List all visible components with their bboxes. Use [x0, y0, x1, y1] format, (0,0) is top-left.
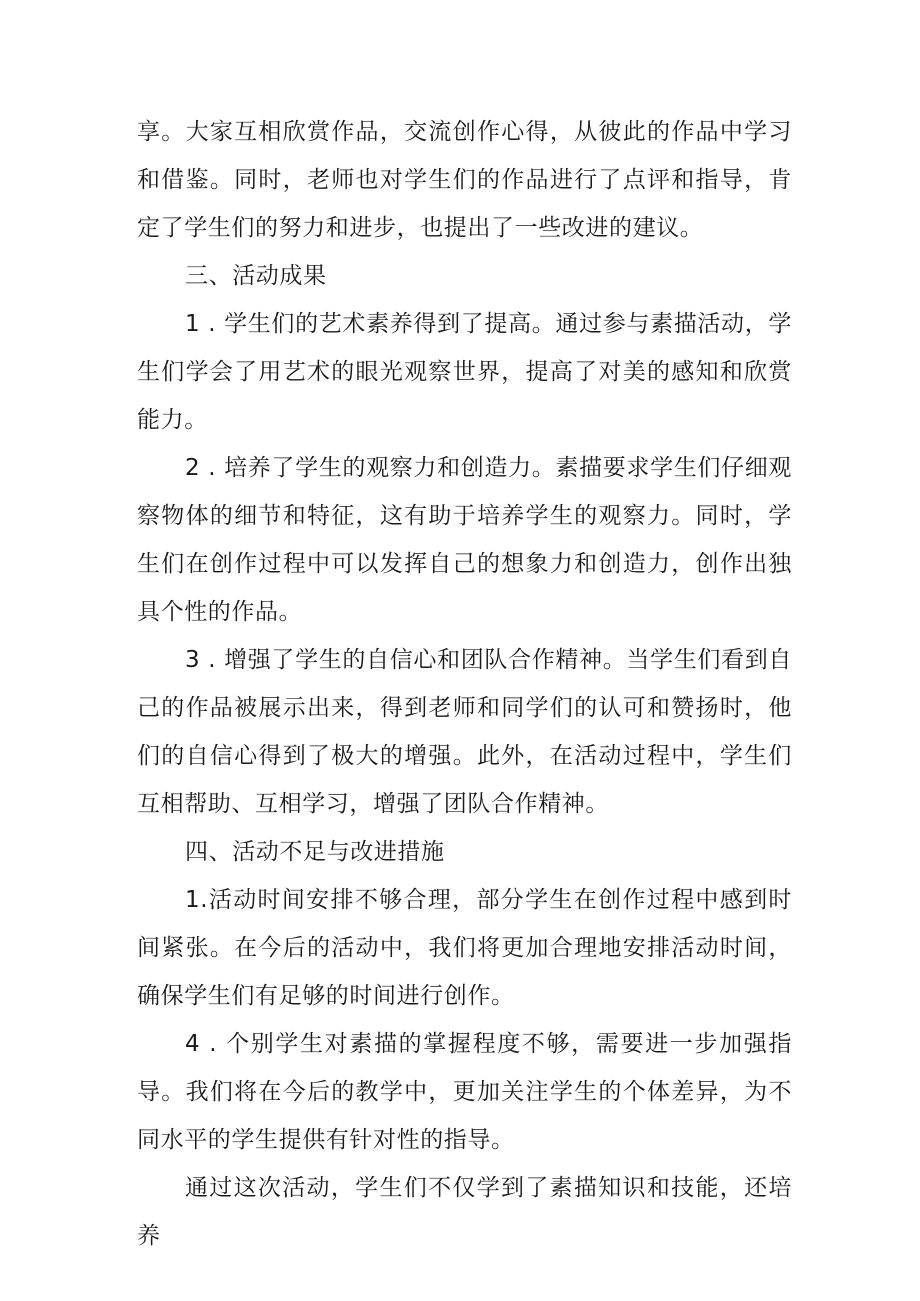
paragraph-improvement-4: 4 . 个别学生对素描的掌握程度不够，需要进一步加强指导。我们将在今后的教学中，更加关注学生的个体差异，为不同水平的学生提供有针对性的指导。 — [137, 1031, 792, 1153]
paragraph-result-1: 1 . 学生们的艺术素养得到了提高。通过参与素描活动，学生们学会了用艺术的眼光观察世界，提高了对美的感知和欣赏能力。 — [137, 311, 792, 433]
paragraph-improvement-1: 1.活动时间安排不够合理，部分学生在创作过程中感到时间紧张。在今后的活动中，我们将更加合理地安排活动时间，确保学生们有足够的时间进行创作。 — [137, 887, 792, 1009]
section-heading-results: 三、活动成果 — [185, 263, 327, 289]
paragraph-result-3: 3 . 增强了学生的自信心和团队合作精神。当学生们看到自己的作品被展示出来，得到老师和同学们的认可和赞扬时，他们的自信心得到了极大的增强。此外，在活动过程中，学生们互相帮助、互相学习，增强了团队合作精神。 — [137, 647, 792, 817]
paragraph-result-2: 2 . 培养了学生的观察力和创造力。素描要求学生们仔细观察物体的细节和特征，这有助于培养学生的观察力。同时，学生们在创作过程中可以发挥自己的想象力和创造力，创作出独具个性的作品。 — [137, 455, 792, 625]
document-body — [137, 108, 792, 1260]
paragraph-conclusion: 通过这次活动，学生们不仅学到了素描知识和技能，还培养 — [137, 1175, 792, 1249]
paragraph-sharing-continuation: 享。大家互相欣赏作品，交流创作心得，从彼此的作品中学习和借鉴。同时，老师也对学生们的作品进行了点评和指导，肯定了学生们的努力和进步，也提出了一些改进的建议。 — [137, 119, 792, 241]
section-heading-improvements: 四、活动不足与改进措施 — [185, 839, 445, 865]
